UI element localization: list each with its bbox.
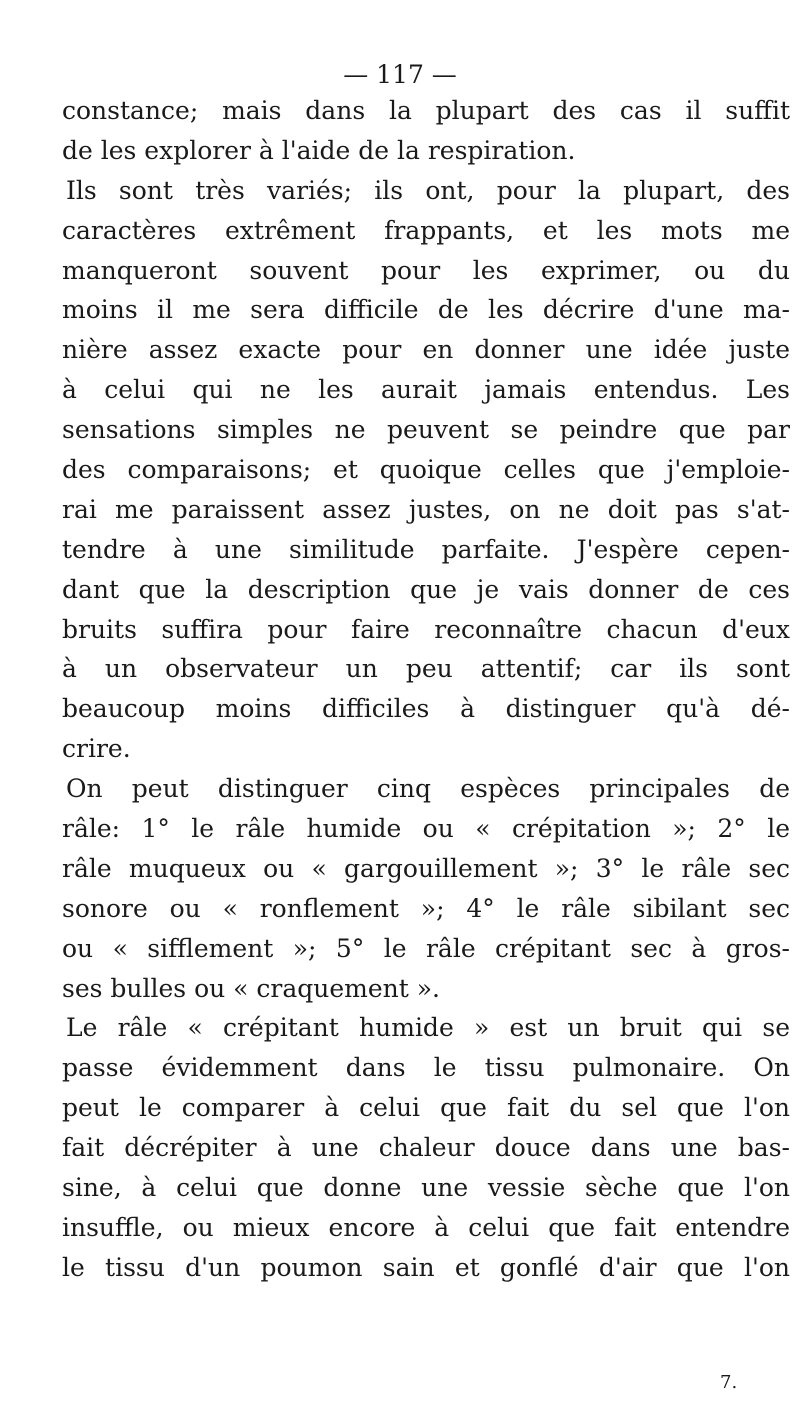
text-line: le tissu d'un poumon sain et gonflé d'air que l'on — [62, 1252, 790, 1282]
signature-mark: 7. — [720, 1372, 738, 1393]
text-line: bruits suffira pour faire reconnaître chacun d'eux — [62, 614, 790, 644]
text-line: constance; mais dans la plupart des cas il suffit — [62, 96, 790, 125]
text-line: Ils sont très variés; ils ont, pour la plupart, des — [66, 175, 790, 205]
text-line: Le râle « crépitant humide » est un bruit qui se — [66, 1013, 790, 1043]
text-line: des comparaisons; et quoique celles que j'emploie- — [62, 455, 790, 485]
text-line: à un observateur un peu attentif; car ils sont — [62, 654, 790, 684]
text-line: dant que la description que je vais donner de ces — [62, 574, 790, 604]
text-line: caractères extrêment frappants, et les mots me — [62, 215, 790, 245]
text-line: fait décrépiter à une chaleur douce dans une bas- — [62, 1133, 790, 1163]
text-line: crire. — [62, 734, 131, 764]
text-line: ou « sifflement »; 5° le râle crépitant sec à gros- — [62, 933, 790, 963]
body-text — [62, 91, 790, 1288]
text-line: de les explorer à l'aide de la respiration. — [62, 135, 576, 165]
text-line: ses bulles ou « craquement ». — [62, 973, 441, 1003]
text-line: passe évidemment dans le tissu pulmonaire. On — [62, 1053, 790, 1083]
text-line: tendre à une similitude parfaite. J'espère cepen- — [62, 534, 790, 564]
text-line: râle muqueux ou « gargouillement »; 3° le râle sec — [62, 853, 790, 883]
text-line: beaucoup moins difficiles à distinguer qu'à dé- — [62, 694, 790, 724]
text-line: râle: 1° le râle humide ou « crépitation »; 2° le — [62, 814, 790, 844]
text-line: sonore ou « ronflement »; 4° le râle sibilant sec — [62, 893, 790, 923]
text-line: insuffle, ou mieux encore à celui que fait entendre — [62, 1212, 790, 1242]
text-line: nière assez exacte pour en donner une idée juste — [62, 335, 790, 365]
text-line: On peut distinguer cinq espèces principales de — [66, 774, 790, 804]
page-number: — 117 — — [343, 60, 457, 89]
text-line: rai me paraissent assez justes, on ne doit pas s'at- — [62, 494, 790, 524]
text-line: sensations simples ne peuvent se peindre que par — [62, 415, 790, 445]
text-line: manqueront souvent pour les exprimer, ou du — [62, 255, 790, 285]
text-line: à celui qui ne les aurait jamais entendus. Les — [62, 375, 790, 405]
text-line: moins il me sera difficile de les décrire d'une ma- — [62, 295, 790, 325]
text-line: sine, à celui que donne une vessie sèche que l'on — [62, 1173, 790, 1203]
text-line: peut le comparer à celui que fait du sel que l'on — [62, 1093, 790, 1123]
